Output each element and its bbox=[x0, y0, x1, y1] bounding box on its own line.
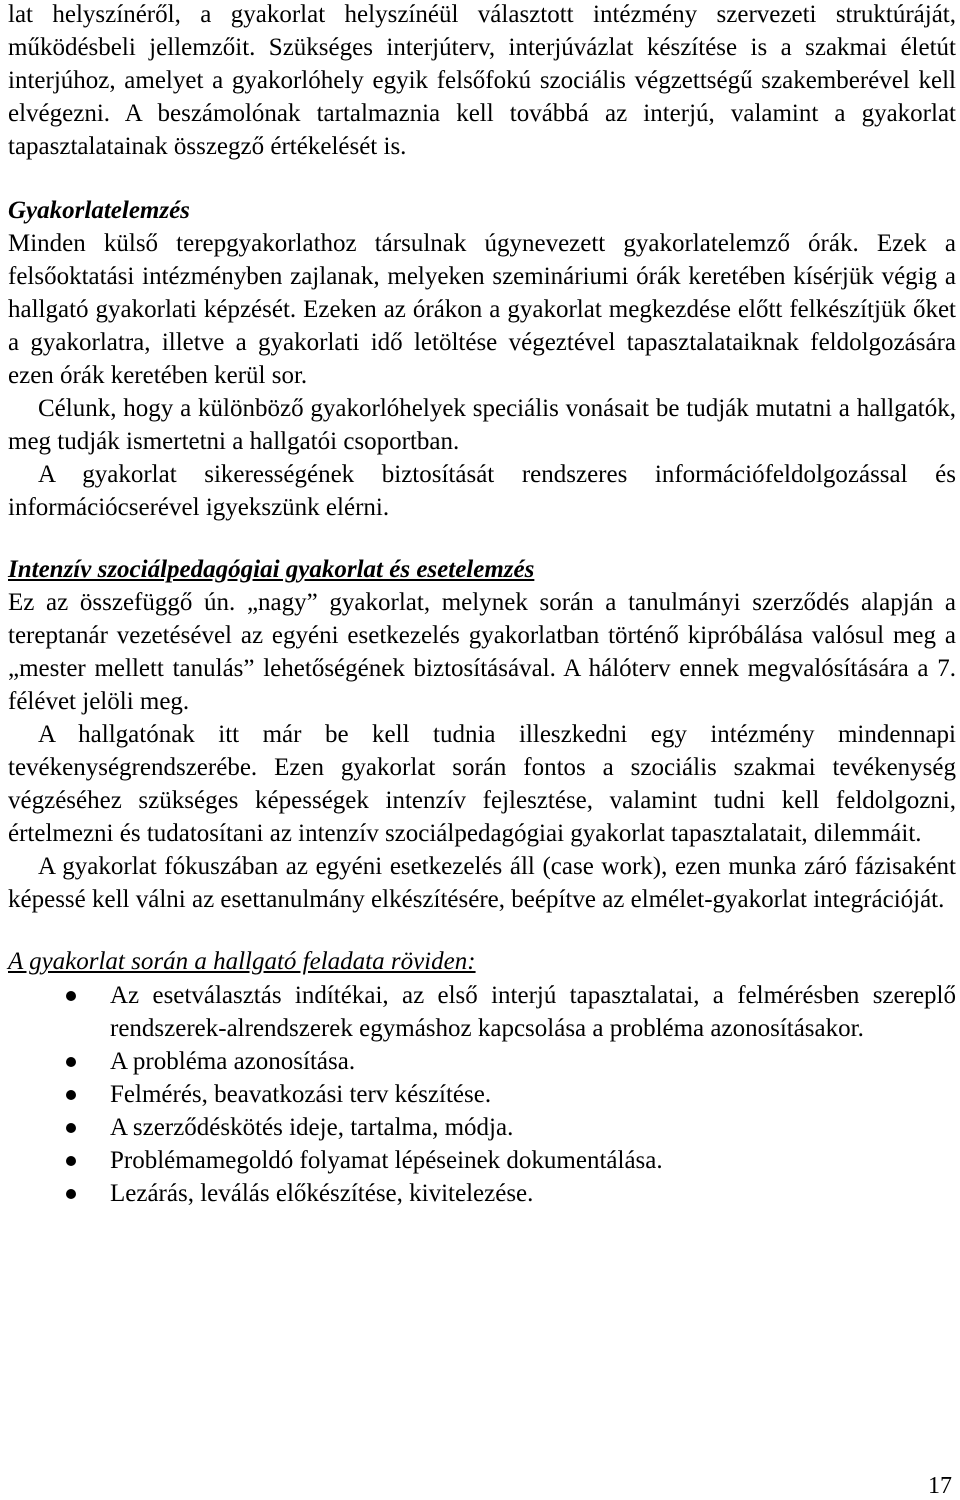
bullet-icon bbox=[66, 1057, 76, 1067]
list-item-text: Felmérés, beavatkozási terv készítése. bbox=[110, 1081, 492, 1108]
list-item-text: A szerződéskötés ideje, tartalma, módja. bbox=[110, 1114, 514, 1141]
list-item-text: A probléma azonosítása. bbox=[110, 1048, 356, 1075]
task-list bbox=[8, 979, 956, 1210]
section-heading-gyakorlatelemzes: Gyakorlatelemzés bbox=[8, 197, 190, 224]
list-item bbox=[8, 1177, 956, 1210]
body-paragraph: Ez az összefüggő ún. „nagy” gyakorlat, melynek során a tanulmányi szerződés alapján a tereptanár vezetésével az egyéni esetkezelés gyakorlatban történő kipróbálása valósul meg a „mester mellett tanulás” lehetőségének biztosításával. A hálóterv ennek megvalósítására a 7. félévet jelöli meg. bbox=[8, 589, 956, 715]
list-item bbox=[8, 1078, 956, 1111]
bullet-icon bbox=[66, 1156, 76, 1166]
document-page bbox=[8, 0, 956, 1210]
body-paragraph: A hallgatónak itt már be kell tudnia illeszkedni egy intézmény mindennapi tevékenységrendszerébe. Ezen gyakorlat során fontos a szociális szakmai tevékenység végzéséhez szükséges képességek intenzív fejlesztése, valamint tudni kell feldolgozni, értelmezni és tudatosítani az intenzív szociálpedagógiai gyakorlat tapasztalatait, dilemmáit. bbox=[8, 721, 956, 847]
body-paragraph: A gyakorlat fókuszában az egyéni esetkezelés áll (case work), ezen munka záró fázisaként képessé kell válni az esettanulmány elkészítésére, beépítve az elmélet-gyakorlat integrációját. bbox=[8, 853, 956, 913]
bullet-icon bbox=[66, 1189, 76, 1199]
list-item bbox=[8, 1111, 956, 1144]
list-item-text: Lezárás, leválás előkészítése, kivitelezése. bbox=[110, 1180, 534, 1207]
list-item bbox=[8, 1045, 956, 1078]
list-item bbox=[8, 1144, 956, 1177]
body-paragraph: Minden külső terepgyakorlathoz társulnak úgynevezett gyakorlatelemző órák. Ezek a felsőoktatási intézményben zajlanak, melyeken szemináriumi órák keretében kísérjük végig a hallgató gyakorlati képzését. Ezeken az órákon a gyakorlat megkezdése előtt felkészítjük őket a gyakorlatra, illetve a gyakorlati idő letöltése végeztével tapasztalataiknak feldolgozására ezen órák keretében kerül sor. bbox=[8, 230, 956, 389]
page-number: 17 bbox=[928, 1473, 952, 1499]
list-item-text: Az esetválasztás indítékai, az első interjú tapasztalatai, a felmérésben szereplő rendszerek-alrendszerek egymáshoz kapcsolása a probléma azonosításakor. bbox=[110, 982, 956, 1042]
body-paragraph: Célunk, hogy a különböző gyakorlóhelyek speciális vonásait be tudják mutatni a hallgatók, meg tudják ismertetni a hallgatói csoportban. bbox=[8, 395, 956, 455]
list-item-text: Problémamegoldó folyamat lépéseinek dokumentálása. bbox=[110, 1147, 663, 1174]
list-item bbox=[8, 979, 956, 1045]
section-heading-intenziv: Intenzív szociálpedagógiai gyakorlat és esetelemzés bbox=[8, 556, 535, 583]
intro-paragraph: lat helyszínéről, a gyakorlat helyszínéül választott intézmény szervezeti struktúráját, működésbeli jellemzőit. Szükséges interjúterv, interjúvázlat készítése is a szakmai életút interjúhoz, amelyet a gyakorlóhely egyik felsőfokú szociális végzettségű szakemberével kell elvégezni. A beszámolónak tartalmaznia kell továbbá az interjú, valamint a gyakorlat tapasztalatainak összegző értékelését is. bbox=[8, 1, 956, 160]
body-paragraph: A gyakorlat sikerességének biztosítását rendszeres információfeldolgozással és információcserével igyekszünk elérni. bbox=[8, 461, 956, 521]
bullet-icon bbox=[66, 1123, 76, 1133]
bullet-icon bbox=[66, 1090, 76, 1100]
section-heading-feladat: A gyakorlat során a hallgató feladata röviden: bbox=[8, 948, 476, 975]
bullet-icon bbox=[66, 991, 76, 1001]
